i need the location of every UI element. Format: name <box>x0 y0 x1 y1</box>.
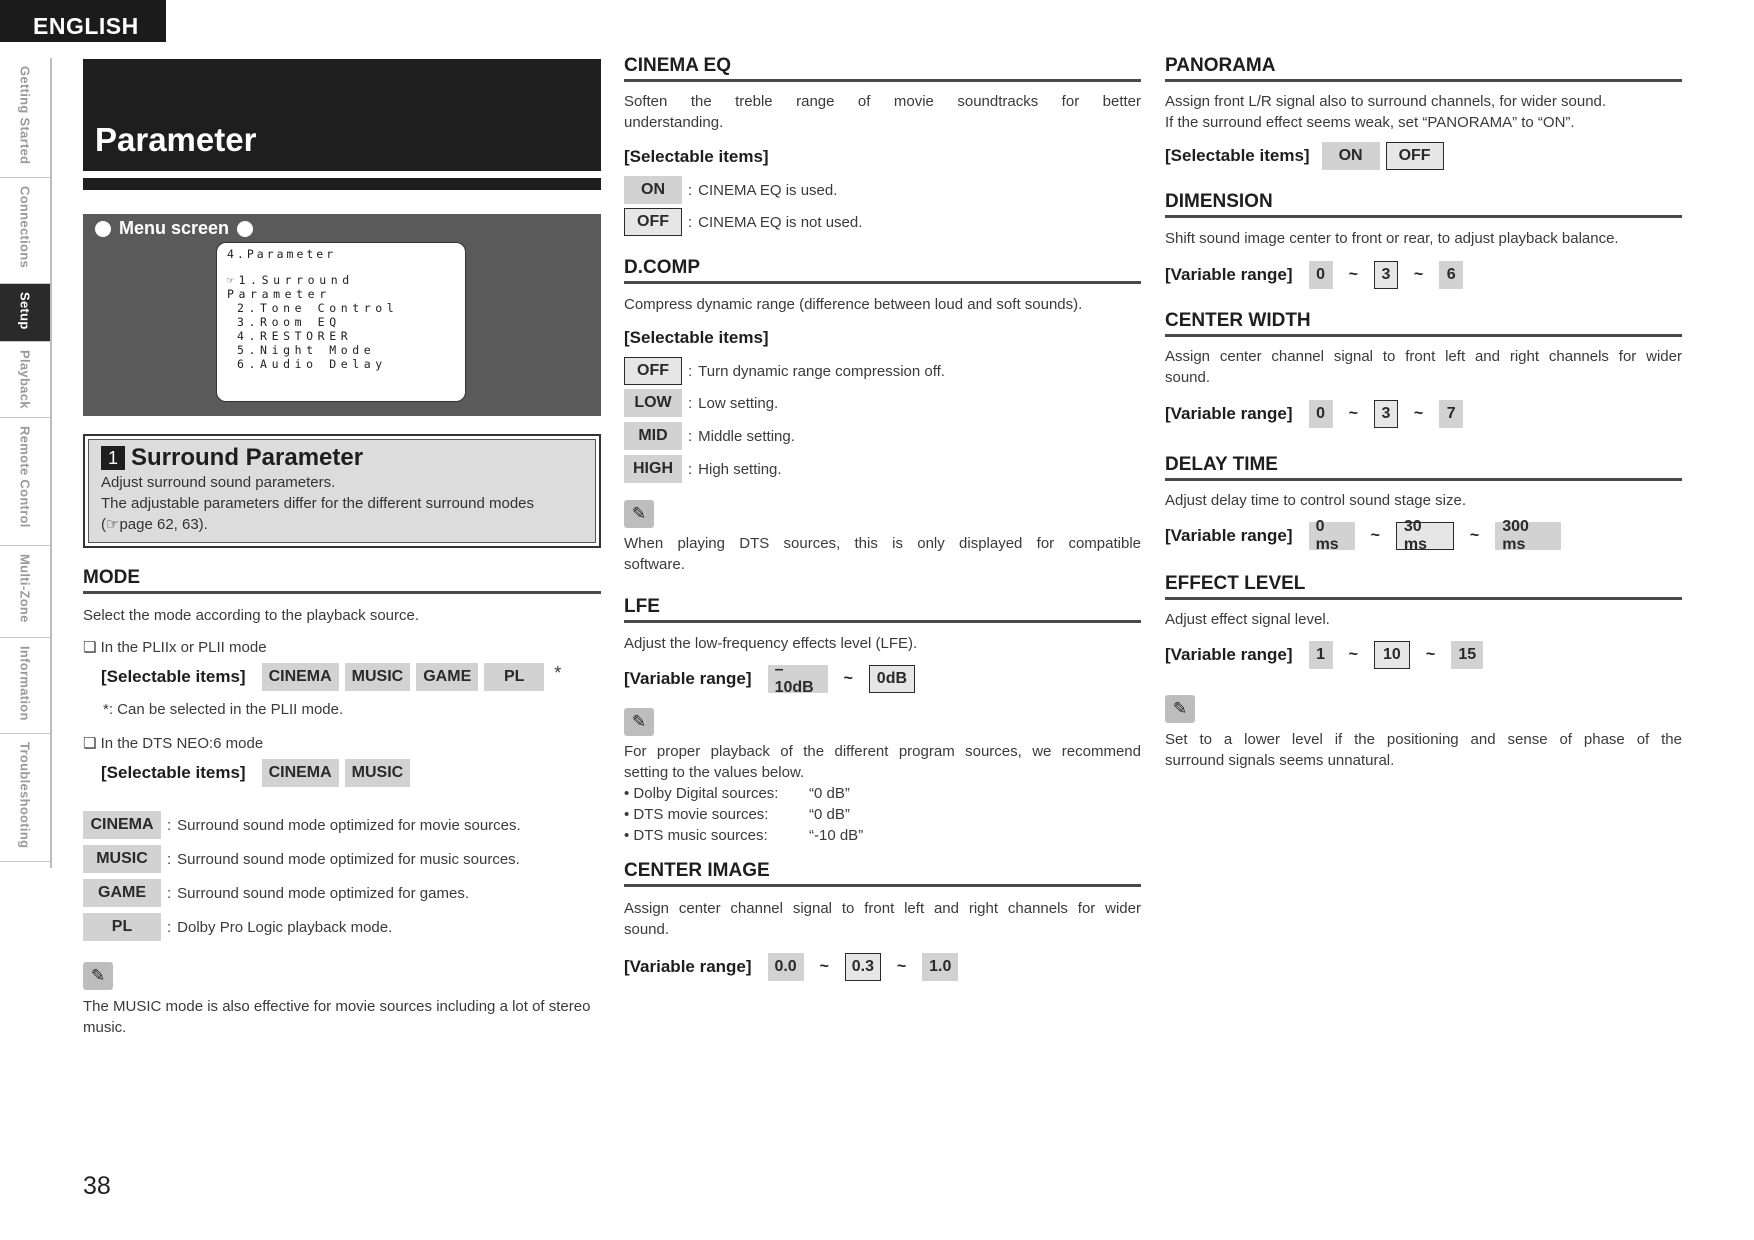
side-tab-label: Troubleshooting <box>17 742 33 849</box>
lfe-rec-row <box>624 825 1141 846</box>
range-min: 0 ms <box>1309 522 1355 550</box>
dimension-range-row <box>1165 261 1463 289</box>
colon: : <box>688 213 693 231</box>
chip-pl[interactable]: PL <box>484 663 544 691</box>
lfe-rec-row <box>624 804 1141 825</box>
cinema-eq-item <box>624 208 862 236</box>
variable-label: [Variable range] <box>1165 526 1293 545</box>
item-text: CINEMA EQ is not used. <box>698 213 863 231</box>
colon: : <box>167 850 172 868</box>
chip-cinema: CINEMA <box>83 811 161 839</box>
title-underline <box>83 178 601 190</box>
tilde: ~ <box>843 670 853 687</box>
menu-item[interactable]: 6.Audio Delay <box>237 357 387 371</box>
range-min: –10dB <box>768 665 828 693</box>
chip-on[interactable]: ON <box>1322 142 1380 170</box>
rec-label: • DTS music sources: <box>624 827 768 844</box>
range-max: 15 <box>1451 641 1483 669</box>
dcomp-desc: Compress dynamic range (difference between loud and soft sounds). <box>624 296 1083 313</box>
delay-time-heading: DELAY TIME <box>1165 453 1682 481</box>
panorama-desc: If the surround effect seems weak, set “PANORAMA” to “ON”. <box>1165 114 1575 131</box>
menu-item[interactable]: 5.Night Mode <box>237 343 376 357</box>
surround-parameter-desc: Adjust surround sound parameters. <box>101 474 336 491</box>
dimension-desc: Shift sound image center to front or rear, to adjust playback balance. <box>1165 230 1619 247</box>
side-tab-multi-zone[interactable] <box>0 546 50 638</box>
menu-screen-label-text: Menu screen <box>119 218 230 238</box>
pencil-icon: ✎ <box>624 500 654 528</box>
center-image-desc: Assign center channel signal to front left and right channels for wider <box>624 900 1141 917</box>
mode-def-text: Surround sound mode optimized for games. <box>177 884 469 902</box>
colon: : <box>167 816 172 834</box>
pencil-icon: ✎ <box>624 708 654 736</box>
variable-label: [Variable range] <box>1165 645 1293 664</box>
effect-level-note: surround signals seems unnatural. <box>1165 752 1395 769</box>
menu-item[interactable]: 2.Tone Control <box>237 301 399 315</box>
tilde: ~ <box>1413 405 1424 422</box>
pencil-icon: ✎ <box>1165 695 1195 723</box>
bullet-icon <box>95 221 111 237</box>
panorama-row <box>1165 142 1444 170</box>
dcomp-item <box>624 422 795 450</box>
menu-item[interactable]: ☞1.Surround Parameter <box>227 273 354 301</box>
dcomp-item <box>624 357 945 385</box>
range-default: 0dB <box>869 665 915 693</box>
chip-cinema[interactable]: CINEMA <box>262 663 339 691</box>
menu-screen-label <box>95 218 253 239</box>
pl-selectable-row <box>101 663 561 691</box>
page-number: 38 <box>83 1172 111 1200</box>
lfe-range-row <box>624 661 915 696</box>
side-tab-label: Remote Control <box>17 426 33 528</box>
mode-def-text: Dolby Pro Logic playback mode. <box>177 918 393 936</box>
range-default: 0.3 <box>845 953 881 981</box>
lfe-note: For proper playback of the different program sources, we recommend <box>624 743 1141 760</box>
menu-screen-title: 4.Parameter <box>227 247 337 261</box>
tilde: ~ <box>1413 266 1424 283</box>
chip-music[interactable]: MUSIC <box>345 759 411 787</box>
chip-mid[interactable]: MID <box>624 422 682 450</box>
colon: : <box>688 181 693 199</box>
selectable-label: [Selectable items] <box>101 763 246 782</box>
page-title: Parameter <box>95 121 257 158</box>
side-tabs <box>0 58 52 868</box>
pl-mode-heading: ❏ In the PLIIx or PLII mode <box>83 639 267 656</box>
tilde: ~ <box>1348 405 1358 422</box>
range-default: 30 ms <box>1396 522 1454 550</box>
side-tab-label: Setup <box>17 292 33 330</box>
item-text: CINEMA EQ is used. <box>698 181 838 199</box>
mode-def-row <box>83 811 521 839</box>
dcomp-heading: D.COMP <box>624 256 1141 284</box>
delay-time-range-row <box>1165 518 1561 553</box>
selectable-label: [Selectable items] <box>624 147 769 166</box>
center-image-heading: CENTER IMAGE <box>624 859 1141 887</box>
center-image-range-row <box>624 953 958 981</box>
tilde: ~ <box>1370 527 1380 544</box>
dts-selectable-row <box>101 759 410 787</box>
chip-music[interactable]: MUSIC <box>345 663 411 691</box>
mode-desc: Select the mode according to the playback source. <box>83 607 420 624</box>
chip-high[interactable]: HIGH <box>624 455 682 483</box>
selectable-label: [Selectable items] <box>624 328 769 347</box>
item-text: High setting. <box>698 460 782 478</box>
variable-label: [Variable range] <box>624 669 752 688</box>
range-default: 3 <box>1374 400 1398 428</box>
tilde: ~ <box>819 958 829 975</box>
menu-screen-display <box>216 242 466 402</box>
bullet-icon <box>237 221 253 237</box>
cinema-eq-desc: Soften the treble range of movie soundtracks for better <box>624 93 1141 110</box>
center-width-desc: sound. <box>1165 369 1211 386</box>
range-min: 0 <box>1309 400 1333 428</box>
cinema-eq-heading: CINEMA EQ <box>624 54 1141 82</box>
tilde: ~ <box>1425 646 1436 663</box>
center-image-desc: sound. <box>624 921 670 938</box>
chip-cinema[interactable]: CINEMA <box>262 759 339 787</box>
asterisk: * <box>554 663 562 683</box>
mode-heading: MODE <box>83 566 601 594</box>
side-tab-label: Getting Started <box>17 66 33 165</box>
cinema-eq-item <box>624 176 837 204</box>
effect-level-note: Set to a lower level if the positioning and sense of phase of the <box>1165 731 1682 748</box>
center-width-heading: CENTER WIDTH <box>1165 309 1682 337</box>
item-text: Middle setting. <box>698 427 795 445</box>
pencil-icon: ✎ <box>83 962 113 990</box>
variable-label: [Variable range] <box>624 957 752 976</box>
delay-time-desc: Adjust delay time to control sound stage size. <box>1165 492 1466 509</box>
side-tab-playback[interactable] <box>0 342 50 418</box>
chip-off[interactable]: OFF <box>624 357 682 385</box>
panorama-desc: Assign front L/R signal also to surround channels, for wider sound. <box>1165 93 1607 110</box>
lfe-rec-row <box>624 783 1141 804</box>
side-tab-remote-control[interactable] <box>0 418 50 546</box>
range-min: 0.0 <box>768 953 804 981</box>
title-block <box>83 59 601 171</box>
colon: : <box>688 427 693 445</box>
selectable-label: [Selectable items] <box>101 667 246 686</box>
menu-screen-box <box>83 214 601 416</box>
range-max: 1.0 <box>922 953 958 981</box>
lfe-heading: LFE <box>624 595 1141 623</box>
mode-def-row <box>83 879 469 907</box>
chip-music: MUSIC <box>83 845 161 873</box>
colon: : <box>688 362 693 380</box>
mode-def-text: Surround sound mode optimized for movie sources. <box>177 816 521 834</box>
tilde: ~ <box>1348 266 1358 283</box>
side-tab-label: Connections <box>17 186 33 269</box>
range-max: 6 <box>1439 261 1463 289</box>
chip-low[interactable]: LOW <box>624 389 682 417</box>
center-width-range-row <box>1165 400 1463 428</box>
side-tab-setup[interactable] <box>0 284 50 342</box>
surround-parameter-title-text: Surround Parameter <box>131 444 364 471</box>
colon: : <box>688 394 693 412</box>
mode-note: The MUSIC mode is also effective for movie sources including a lot of stereo music. <box>83 998 591 1036</box>
range-min: 0 <box>1309 261 1333 289</box>
colon: : <box>167 918 172 936</box>
tilde: ~ <box>1348 646 1358 663</box>
tilde: ~ <box>1469 527 1480 544</box>
surround-parameter-title <box>101 444 583 472</box>
variable-label: [Variable range] <box>1165 265 1293 284</box>
rec-value: “-10 dB” <box>809 827 864 844</box>
surround-parameter-box <box>83 434 601 548</box>
range-default: 3 <box>1374 261 1398 289</box>
dts-mode-heading: ❏ In the DTS NEO:6 mode <box>83 735 264 752</box>
menu-item[interactable]: 4.RESTORER <box>237 329 353 343</box>
lfe-note: setting to the values below. <box>624 764 805 781</box>
menu-item[interactable]: 3.Room EQ <box>237 315 341 329</box>
chip-game: GAME <box>83 879 161 907</box>
language-tab: ENGLISH <box>0 0 166 42</box>
rec-value: “0 dB” <box>809 785 850 802</box>
chip-off[interactable]: OFF <box>624 208 682 236</box>
range-max: 300 ms <box>1495 522 1561 550</box>
chip-off[interactable]: OFF <box>1386 142 1444 170</box>
mode-def-text: Surround sound mode optimized for music sources. <box>177 850 520 868</box>
tilde: ~ <box>896 958 907 975</box>
effect-level-range-row <box>1165 641 1483 669</box>
lfe-desc: Adjust the low-frequency effects level (LFE). <box>624 635 918 652</box>
surround-parameter-desc: The adjustable parameters differ for the different surround modes <box>101 495 535 512</box>
side-tab-label: Playback <box>17 350 33 409</box>
pl-note: *: Can be selected in the PLII mode. <box>103 701 344 718</box>
rec-value: “0 dB” <box>809 806 850 823</box>
side-tab-troubleshooting[interactable] <box>0 734 50 862</box>
surround-parameter-ref: (☞page 62, 63). <box>101 516 208 533</box>
chip-game[interactable]: GAME <box>416 663 478 691</box>
cinema-eq-desc: understanding. <box>624 114 724 131</box>
item-text: Turn dynamic range compression off. <box>698 362 945 380</box>
selectable-label: [Selectable items] <box>1165 146 1310 165</box>
side-tab-getting-started[interactable] <box>0 58 50 178</box>
rec-label: • Dolby Digital sources: <box>624 785 779 802</box>
side-tab-label: Multi-Zone <box>17 554 33 623</box>
effect-level-heading: EFFECT LEVEL <box>1165 572 1682 600</box>
side-tab-label: Information <box>17 646 33 721</box>
mode-def-row <box>83 913 392 941</box>
dcomp-item <box>624 389 778 417</box>
colon: : <box>167 884 172 902</box>
dcomp-note: software. <box>624 556 685 573</box>
center-width-desc: Assign center channel signal to front left and right channels for wider <box>1165 348 1682 365</box>
variable-label: [Variable range] <box>1165 404 1293 423</box>
item-text: Low setting. <box>698 394 779 412</box>
chip-pl: PL <box>83 913 161 941</box>
range-max: 7 <box>1439 400 1463 428</box>
range-default: 10 <box>1374 641 1410 669</box>
effect-level-desc: Adjust effect signal level. <box>1165 611 1330 628</box>
chip-on[interactable]: ON <box>624 176 682 204</box>
side-tab-information[interactable] <box>0 638 50 734</box>
colon: : <box>688 460 693 478</box>
range-min: 1 <box>1309 641 1333 669</box>
side-tab-connections[interactable] <box>0 178 50 284</box>
dimension-heading: DIMENSION <box>1165 190 1682 218</box>
section-number: 1 <box>101 446 125 470</box>
panorama-heading: PANORAMA <box>1165 54 1682 82</box>
dcomp-item <box>624 455 782 483</box>
mode-def-row <box>83 845 520 873</box>
rec-label: • DTS movie sources: <box>624 806 769 823</box>
dcomp-note: When playing DTS sources, this is only displayed for compatible <box>624 535 1141 552</box>
